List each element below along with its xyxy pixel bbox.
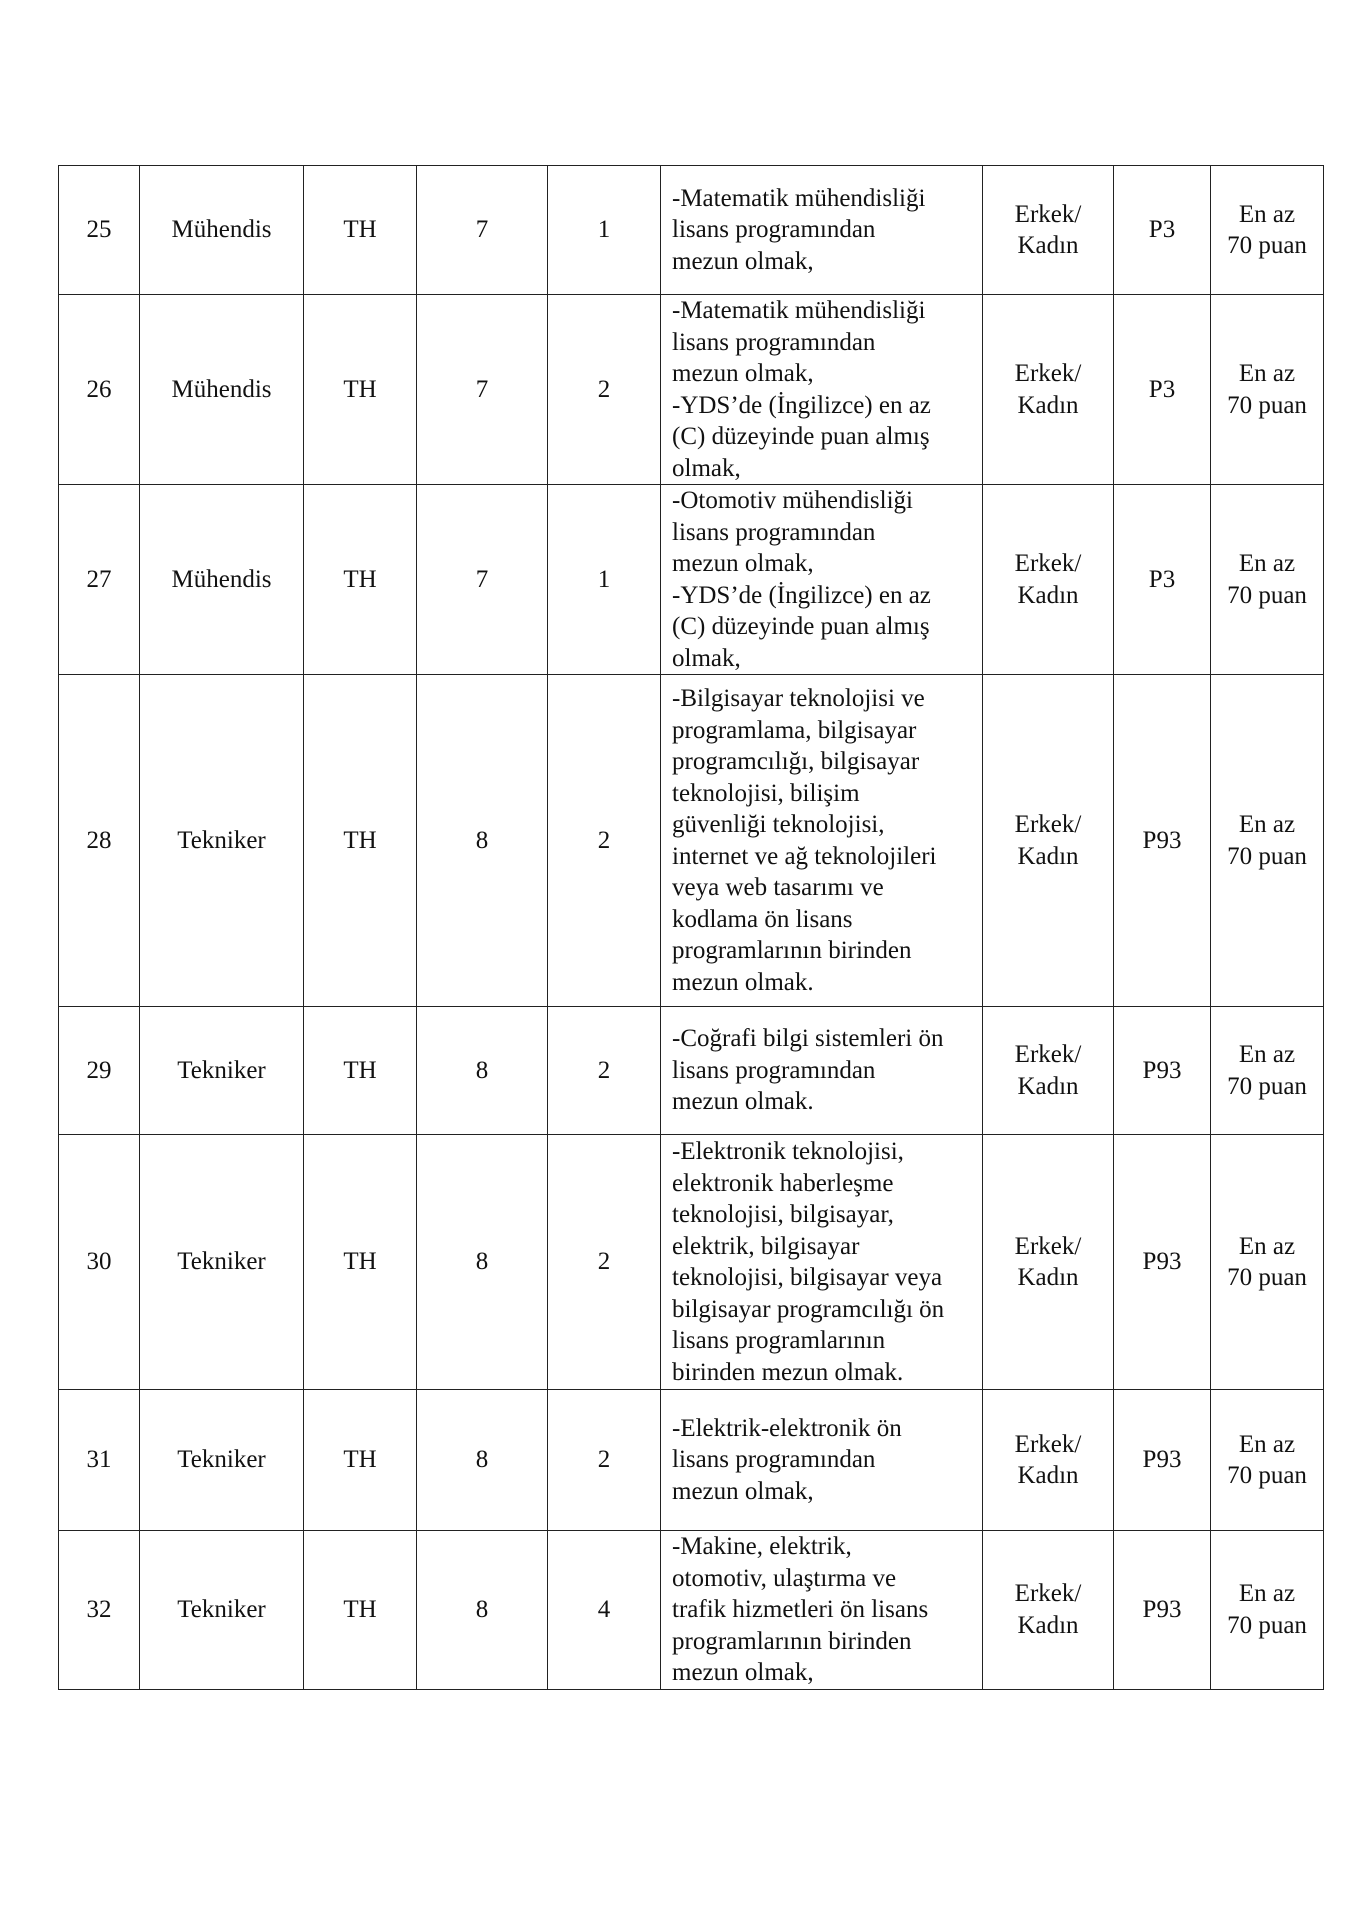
position-title-cell: Tekniker [140, 675, 304, 1007]
degree-cell: 7 [417, 295, 548, 485]
requirement-line: -Elektronik teknolojisi, [672, 1138, 904, 1165]
class-cell: TH [304, 295, 417, 485]
min-score-line: 70 puan [1227, 1611, 1307, 1639]
table-row [59, 485, 1324, 675]
min-score-cell [1211, 295, 1324, 485]
requirement-line: programcılığı, bilgisayar [672, 748, 920, 775]
min-score-line: 70 puan [1227, 391, 1307, 419]
requirement-line: lisans programından [672, 328, 876, 356]
gender-cell [983, 1531, 1114, 1690]
requirement-line: mezun olmak, [672, 550, 814, 577]
requirement-line: mezun olmak. [672, 968, 814, 996]
table-row [59, 1390, 1324, 1531]
min-score-line: 70 puan [1227, 1462, 1307, 1489]
requirement-line: teknolojisi, bilgisayar, [672, 1201, 894, 1228]
requirement-line: olmak, [672, 454, 741, 482]
requirement-line: bilgisayar programcılığı ön [672, 1295, 945, 1323]
count-cell: 1 [548, 166, 661, 295]
gender-cell [983, 675, 1114, 1007]
min-score-cell [1211, 1390, 1324, 1531]
degree-cell: 7 [417, 485, 548, 675]
degree-cell: 8 [417, 1531, 548, 1690]
row-number-cell: 31 [59, 1390, 140, 1531]
requirement-line: -Coğrafi bilgi sistemleri ön [672, 1025, 944, 1053]
gender-cell [983, 166, 1114, 295]
gender-line: Erkek/ [1014, 1232, 1082, 1260]
count-cell: 2 [548, 675, 661, 1007]
requirement-line: otomotiv, ulaştırma ve [672, 1564, 897, 1592]
requirement-line: lisans programından [672, 518, 876, 546]
gender-line: Kadın [1017, 842, 1079, 870]
min-score-line: 70 puan [1227, 842, 1307, 870]
class-cell: TH [304, 1390, 417, 1531]
gender-line: Erkek/ [1014, 550, 1082, 577]
position-title-cell: Mühendis [140, 485, 304, 675]
position-title-cell: Tekniker [140, 1135, 304, 1390]
gender-line: Erkek/ [1014, 200, 1082, 228]
requirement-line: mezun olmak. [672, 1088, 814, 1116]
gender-cell [983, 485, 1114, 675]
degree-cell: 8 [417, 1390, 548, 1531]
requirement-line: -Elektrik-elektronik ön [672, 1414, 902, 1442]
class-cell: TH [304, 675, 417, 1007]
count-cell: 2 [548, 1135, 661, 1390]
requirement-line: teknolojisi, bilişim [672, 779, 860, 807]
min-score-line: En az [1238, 360, 1296, 387]
degree-cell: 7 [417, 166, 548, 295]
count-cell: 4 [548, 1531, 661, 1690]
requirement-line: -Matematik mühendisliği [672, 184, 926, 212]
score-type-cell: P3 [1114, 485, 1211, 675]
gender-cell [983, 295, 1114, 485]
requirement-line: lisans programlarının [672, 1327, 886, 1354]
positions-table [58, 165, 1324, 1690]
requirement-line: lisans programından [672, 1056, 876, 1084]
requirements-cell [661, 295, 983, 485]
gender-line: Kadın [1017, 1072, 1079, 1100]
position-title-cell: Tekniker [140, 1390, 304, 1531]
min-score-cell [1211, 485, 1324, 675]
gender-line: Kadın [1017, 1462, 1079, 1489]
gender-line: Kadın [1017, 1611, 1079, 1639]
row-number-cell: 29 [59, 1007, 140, 1135]
gender-line: Kadın [1017, 391, 1079, 419]
min-score-line: 70 puan [1227, 1264, 1307, 1291]
requirement-line: programlarının birinden [672, 1627, 912, 1655]
degree-cell: 8 [417, 1135, 548, 1390]
requirement-line: mezun olmak, [672, 247, 814, 275]
score-type-cell: P93 [1114, 1135, 1211, 1390]
requirement-line: (C) düzeyinde puan almış [672, 613, 930, 640]
requirement-line: programlarının birinden [672, 937, 912, 964]
table-row [59, 295, 1324, 485]
row-number-cell: 27 [59, 485, 140, 675]
score-type-cell: P93 [1114, 1390, 1211, 1531]
min-score-line: En az [1238, 1580, 1296, 1608]
position-title-cell: Mühendis [140, 166, 304, 295]
min-score-cell [1211, 1007, 1324, 1135]
gender-line: Erkek/ [1014, 360, 1082, 387]
min-score-line: 70 puan [1227, 1072, 1307, 1100]
requirements-cell [661, 1390, 983, 1531]
class-cell: TH [304, 1135, 417, 1390]
requirements-cell [661, 1007, 983, 1135]
requirement-line: -Makine, elektrik, [672, 1533, 852, 1560]
gender-line: Erkek/ [1014, 1430, 1082, 1458]
gender-line: Erkek/ [1014, 1580, 1082, 1608]
gender-line: Kadın [1017, 232, 1079, 259]
requirement-line: internet ve ağ teknolojileri [672, 842, 937, 870]
requirements-cell [661, 485, 983, 675]
requirement-line: -Matematik mühendisliği [672, 297, 926, 324]
score-type-cell: P93 [1114, 1531, 1211, 1690]
requirement-line: elektronik haberleşme [672, 1169, 894, 1197]
requirement-line: mezun olmak, [672, 360, 814, 387]
requirement-line: programlama, bilgisayar [672, 716, 917, 744]
min-score-cell [1211, 1135, 1324, 1390]
degree-cell: 8 [417, 1007, 548, 1135]
gender-cell [983, 1007, 1114, 1135]
row-number-cell: 28 [59, 675, 140, 1007]
gender-cell [983, 1135, 1114, 1390]
requirement-line: trafik hizmetleri ön lisans [672, 1596, 929, 1623]
requirement-line: kodlama ön lisans [672, 905, 853, 933]
requirement-line: lisans programından [672, 216, 876, 244]
min-score-line: En az [1238, 811, 1296, 838]
gender-line: Kadın [1017, 581, 1079, 609]
score-type-cell: P93 [1114, 675, 1211, 1007]
score-type-cell: P3 [1114, 295, 1211, 485]
requirement-line: -YDS’de (İngilizce) en az [672, 391, 931, 419]
requirement-line: olmak, [672, 644, 741, 672]
class-cell: TH [304, 1007, 417, 1135]
table-row [59, 1531, 1324, 1690]
requirements-cell [661, 1531, 983, 1690]
position-title-cell: Tekniker [140, 1531, 304, 1690]
position-title-cell: Tekniker [140, 1007, 304, 1135]
min-score-line: En az [1238, 200, 1296, 228]
requirement-line: lisans programından [672, 1446, 876, 1474]
table-row [59, 675, 1324, 1007]
requirement-line: mezun olmak, [672, 1477, 814, 1505]
table-body [59, 166, 1324, 1690]
table-row [59, 1007, 1324, 1135]
requirements-cell [661, 1135, 983, 1390]
score-type-cell: P3 [1114, 166, 1211, 295]
min-score-cell [1211, 675, 1324, 1007]
requirement-line: -Bilgisayar teknolojisi ve [672, 685, 925, 712]
position-title-cell: Mühendis [140, 295, 304, 485]
requirement-line: -YDS’de (İngilizce) en az [672, 581, 931, 609]
row-number-cell: 25 [59, 166, 140, 295]
class-cell: TH [304, 1531, 417, 1690]
requirement-line: birinden mezun olmak. [672, 1358, 904, 1386]
class-cell: TH [304, 166, 417, 295]
count-cell: 2 [548, 1007, 661, 1135]
requirements-cell [661, 675, 983, 1007]
table-row [59, 1135, 1324, 1390]
requirement-line: elektrik, bilgisayar [672, 1232, 860, 1260]
requirements-cell [661, 166, 983, 295]
min-score-line: En az [1238, 1430, 1296, 1458]
score-type-cell: P93 [1114, 1007, 1211, 1135]
row-number-cell: 26 [59, 295, 140, 485]
class-cell: TH [304, 485, 417, 675]
gender-line: Erkek/ [1014, 811, 1082, 838]
min-score-line: 70 puan [1227, 581, 1307, 609]
min-score-line: 70 puan [1227, 232, 1307, 259]
count-cell: 1 [548, 485, 661, 675]
table-row [59, 166, 1324, 295]
gender-cell [983, 1390, 1114, 1531]
min-score-line: En az [1238, 1041, 1296, 1068]
requirement-line: -Otomotiv mühendisliği [672, 487, 913, 514]
min-score-cell [1211, 1531, 1324, 1690]
min-score-line: En az [1238, 1232, 1296, 1260]
min-score-line: En az [1238, 550, 1296, 577]
count-cell: 2 [548, 295, 661, 485]
requirement-line: güvenliği teknolojisi, [672, 811, 885, 838]
requirement-line: mezun olmak, [672, 1659, 814, 1686]
gender-line: Erkek/ [1014, 1041, 1082, 1068]
degree-cell: 8 [417, 675, 548, 1007]
requirement-line: (C) düzeyinde puan almış [672, 423, 930, 450]
requirement-line: veya web tasarımı ve [672, 874, 884, 901]
count-cell: 2 [548, 1390, 661, 1531]
row-number-cell: 32 [59, 1531, 140, 1690]
requirement-line: teknolojisi, bilgisayar veya [672, 1264, 943, 1291]
gender-line: Kadın [1017, 1264, 1079, 1291]
row-number-cell: 30 [59, 1135, 140, 1390]
min-score-cell [1211, 166, 1324, 295]
